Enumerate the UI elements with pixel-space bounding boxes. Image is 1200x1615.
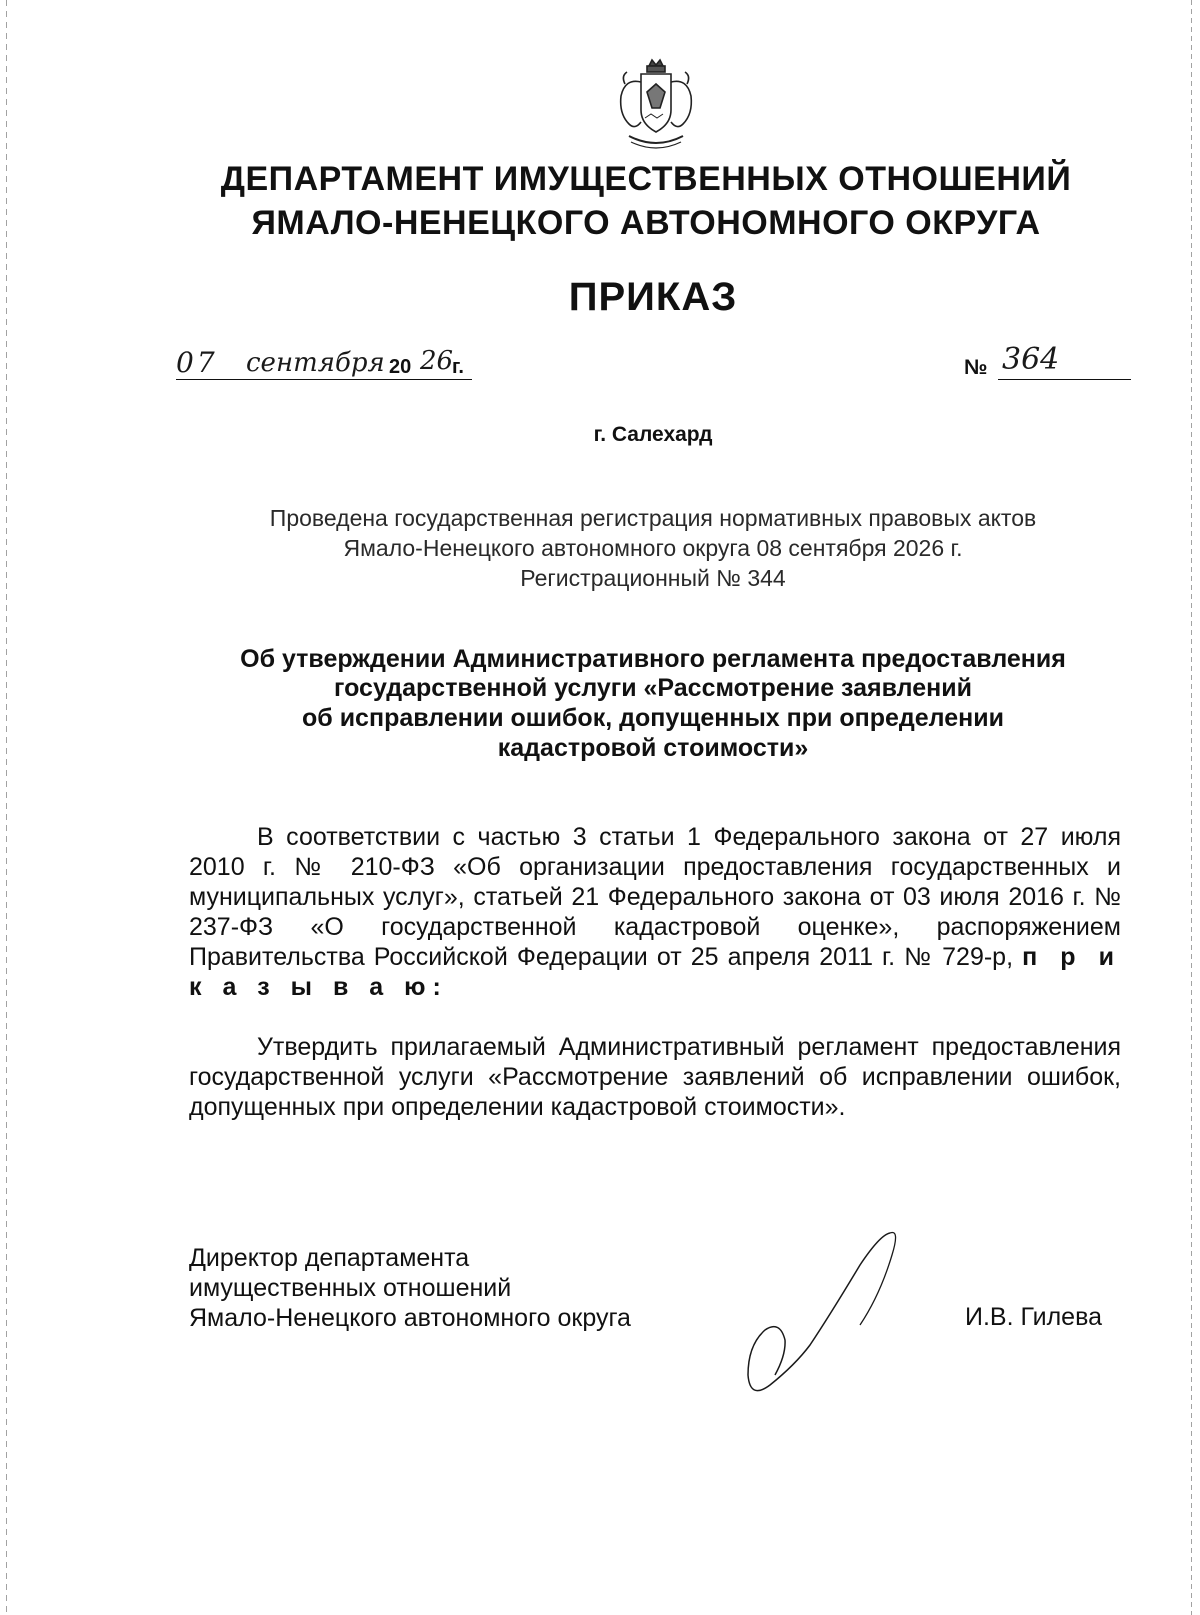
- registration-stamp-line3: Регистрационный № 344: [520, 565, 786, 591]
- number-label: №: [964, 356, 988, 379]
- position-line2: имущественных отношений: [189, 1274, 512, 1302]
- handwritten-signature: [740, 1225, 920, 1395]
- coat-of-arms-emblem: [611, 58, 701, 154]
- registration-stamp-line1: Проведена государственная регистрация нормативных правовых актов: [269, 505, 1037, 531]
- department-name-line1: ДЕПАРТАМЕНТ ИМУЩЕСТВЕННЫХ ОТНОШЕНИЙ: [220, 160, 1072, 198]
- date-year-suffix: г.: [452, 356, 464, 378]
- date-month: сентября: [246, 348, 385, 378]
- department-name-line2: ЯМАЛО-НЕНЕЦКОГО АВТОНОМНОГО ОКРУГА: [251, 204, 1041, 242]
- date-underline: [176, 379, 472, 380]
- position-line1: Директор департамента: [189, 1244, 470, 1272]
- date-number-row: [176, 342, 1131, 386]
- position-line3: Ямало-Ненецкого автономного округа: [189, 1304, 631, 1332]
- preamble-text: В соответствии с частью 3 статьи 1 Федерального закона от 27 июля 2010 г. № 210-ФЗ «Об организации предоставления государственных и муниципальных услуг», статьей 21 Федерального закона от 03 июля 2016 г. № 237-ФЗ «О государственной кадастровой оценке», распоряжением Правительства Российской Федерации от 25 апреля 2011 г. № 729-р,: [189, 823, 1121, 971]
- date-year-prefix: 20: [389, 356, 412, 378]
- preamble-paragraph: [189, 822, 1121, 1002]
- document-type: ПРИКАЗ: [568, 275, 738, 319]
- city: г. Салехард: [593, 423, 713, 446]
- order-title-line4: кадастровой стоимости»: [497, 734, 809, 762]
- order-paragraph: [189, 1032, 1121, 1122]
- order-title-line1: Об утверждении Административного регламента предоставления: [240, 645, 1066, 673]
- number-underline: [998, 379, 1131, 380]
- order-title-line2: государственной услуги «Рассмотрение заявлений: [334, 674, 972, 702]
- order-title-line3: об исправлении ошибок, допущенных при определении: [302, 704, 1004, 732]
- registration-stamp-line2: Ямало-Ненецкого автономного округа 08 сентября 2026 г.: [343, 535, 963, 561]
- order-word: п р и к а з ы в а ю:: [189, 943, 1121, 1001]
- order-text: Утвердить прилагаемый Административный регламент предоставления государственной услуги «Рассмотрение заявлений об исправлении ошибок, допущенных при определении кадастровой стоимости».: [189, 1033, 1121, 1121]
- date-year: 26: [420, 346, 454, 376]
- signatory-position: [189, 1243, 631, 1333]
- signatory-name: И.В. Гилева: [965, 1303, 1102, 1331]
- date-day: 07: [176, 346, 218, 379]
- document-number: 364: [1002, 342, 1060, 377]
